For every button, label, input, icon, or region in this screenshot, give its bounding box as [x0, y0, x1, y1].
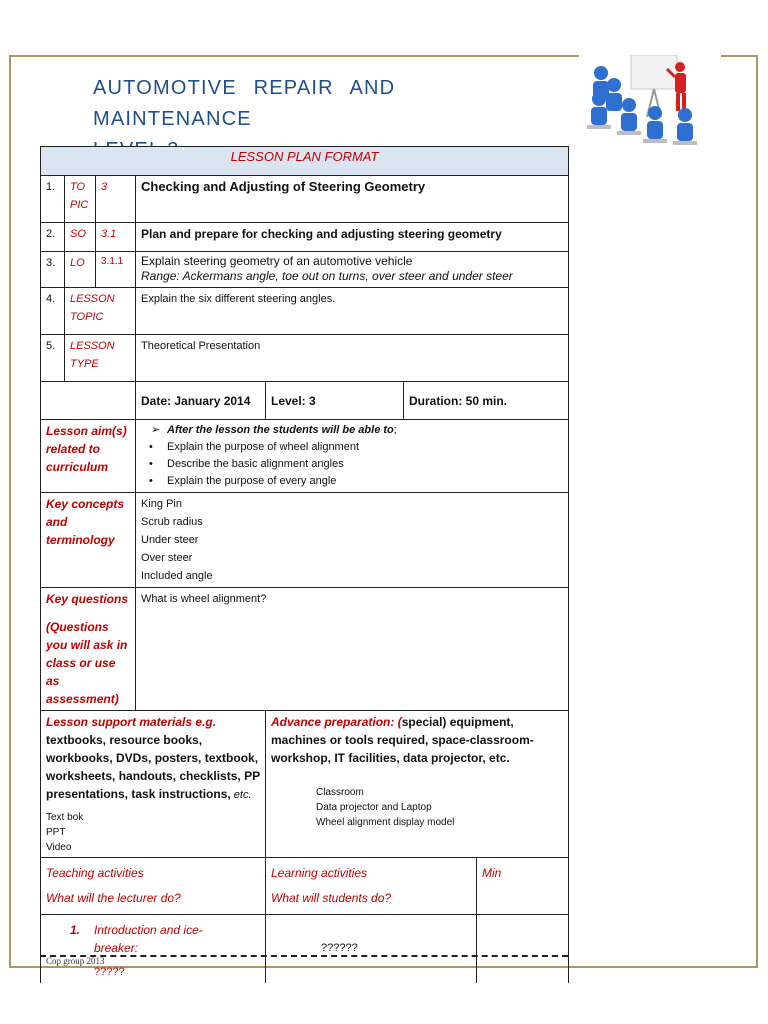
list-item: King Pin [141, 498, 182, 510]
row-label: LO [65, 252, 96, 288]
table-heading: LESSON PLAN FORMAT [41, 147, 569, 176]
table-row: Lesson aim(s) related to curriculum ➢ After the lesson the students will be able to; • Explain the purpose of wheel alignment • Describe the basic alignment angles • Explain the purpose of every angle [41, 420, 569, 493]
table-row [41, 493, 569, 588]
topic-text: Checking and Adjusting of Steering Geometry [136, 176, 569, 223]
row-code: 3.1.1 [96, 252, 136, 288]
list-item: Over steer [141, 552, 193, 564]
support-items [46, 810, 260, 855]
page-break-line [40, 955, 568, 957]
advance-label: Advance preparation: ( [271, 715, 402, 729]
table-row [41, 858, 569, 915]
so-text: Plan and prepare for checking and adjusting steering geometry [136, 223, 569, 252]
date-field: Date: January 2014 [136, 382, 266, 420]
row-code: 3.1 [96, 223, 136, 252]
table-row [41, 335, 569, 382]
document-title: AUTOMOTIVE REPAIR AND MAINTENANCE [93, 77, 396, 130]
min-label: Min [477, 858, 569, 915]
row-label: LESSON TYPE [65, 335, 136, 382]
table-row [41, 176, 569, 223]
advance-desc: special) equipment, machines or tools required, space-classroom-workshop, IT facilities, data projector, etc. [271, 715, 534, 765]
row-code: 3 [96, 176, 136, 223]
questions-label: Key questions [46, 592, 129, 606]
list-item: Scrub radius [141, 516, 203, 528]
presentation-clipart-icon [579, 55, 721, 146]
row-number: 1. [41, 176, 65, 223]
lo-text: Explain steering geometry of an automotive vehicle [141, 254, 413, 268]
teaching-sub: What will the lecturer do? [46, 891, 181, 905]
list-item: Under steer [141, 534, 199, 546]
list-item: PPT [46, 827, 66, 838]
row-number: 4. [41, 288, 65, 335]
questions-sub: (Questions you will ask in class or use as assessment) [46, 620, 128, 706]
lesson-plan-table [40, 146, 569, 983]
list-item: Classroom [316, 787, 364, 798]
list-item: Video [46, 842, 72, 853]
table-row [41, 288, 569, 335]
row-number: 2. [41, 223, 65, 252]
concepts-label: Key concepts and terminology [41, 493, 136, 588]
questions-text: What is wheel alignment? [136, 588, 569, 711]
teaching-label: Teaching activities [46, 866, 144, 880]
lesson-topic-text: Explain the six different steering angles. [136, 288, 569, 335]
row-number: 5. [41, 335, 65, 382]
list-item: Included angle [141, 570, 213, 582]
aims-label: Lesson aim(s) related to curriculum [41, 420, 136, 493]
list-item: Wheel alignment display model [316, 817, 455, 828]
activity-number: 1. [70, 923, 81, 937]
row-label: SO [65, 223, 96, 252]
table-row [41, 223, 569, 252]
table-row [41, 588, 569, 711]
table-row [41, 382, 569, 420]
table-row [41, 915, 569, 984]
table-row: Lesson support materials e.g. textbooks, resource books, workbooks, DVDs, posters, textbook, worksheets, handouts, checklists, PP presentations, task instructions, etc. Text bok PPT Video Advance preparation: (special) equipment, machines or tools required, space-classroom-workshop, IT facilities, data projector, etc. Classroom Data projector and Laptop Wheel alignment display model [41, 711, 569, 858]
learning-label: Learning activities [271, 866, 368, 880]
footer-text: Cop group 2013 [46, 956, 105, 966]
row-label: LESSON TOPIC [65, 288, 136, 335]
row-label: TO PIC [65, 176, 96, 223]
table-row [41, 252, 569, 288]
list-item: • Explain the purpose of wheel alignment [157, 439, 563, 456]
list-item: Text bok [46, 812, 84, 823]
activity-label: Introduction and ice-breaker: [94, 923, 203, 955]
concepts-list [136, 493, 569, 588]
lo-range: Range: Ackermans angle, toe out on turns, over steer and under steer [141, 269, 513, 283]
support-label: Lesson support materials e.g. [46, 715, 217, 729]
level-field: Level: 3 [266, 382, 404, 420]
teacher-activity: ????? [94, 966, 125, 978]
aims-list [141, 439, 563, 490]
list-item: • Explain the purpose of every angle [157, 473, 563, 490]
list-item: • Describe the basic alignment angles [157, 456, 563, 473]
row-number: 3. [41, 252, 65, 288]
list-item: Data projector and Laptop [316, 802, 432, 813]
learning-sub: What will students do? [271, 891, 392, 905]
lesson-type-text: Theoretical Presentation [136, 335, 569, 382]
duration-field: Duration: 50 min. [404, 382, 569, 420]
aims-intro: After the lesson the students will be able to [167, 424, 394, 436]
advance-items [316, 785, 563, 830]
support-desc: textbooks, resource books, workbooks, DVDs, posters, textbook, worksheets, handouts, checklists, PP presentations, task instructions, [46, 733, 260, 801]
student-activity: ?????? [266, 915, 477, 984]
